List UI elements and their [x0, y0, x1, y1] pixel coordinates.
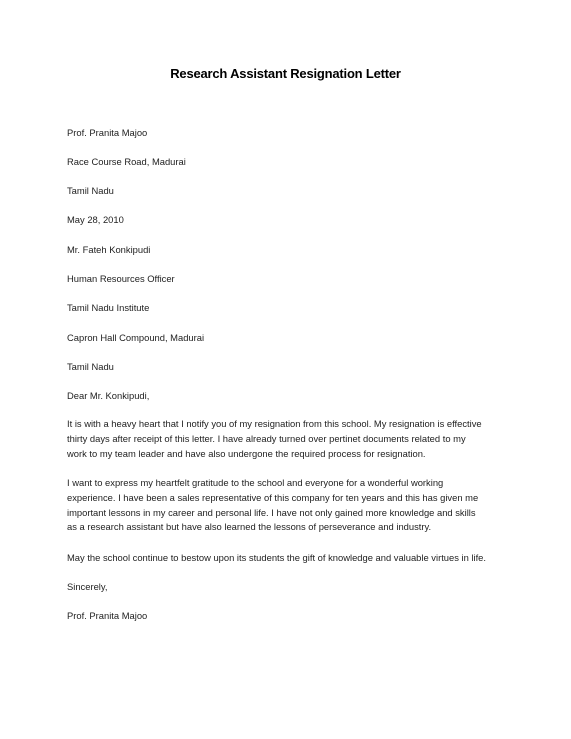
body-paragraph-3: May the school continue to bestow upon its students the gift of knowledge and valuable virtues in life. — [67, 552, 487, 563]
recipient-address-line2: Tamil Nadu — [67, 361, 114, 372]
closing: Sincerely, — [67, 581, 108, 592]
recipient-address-line1: Capron Hall Compound, Madurai — [67, 332, 205, 343]
sender-address-line2: Tamil Nadu — [67, 185, 114, 196]
paragraph-line: experience. I have been a sales representative of this company for ten years and this has given me — [67, 491, 479, 503]
letter-title: Research Assistant Resignation Letter — [170, 66, 401, 81]
signature-name: Prof. Pranita Majoo — [67, 610, 148, 621]
recipient-organization: Tamil Nadu Institute — [67, 302, 150, 313]
recipient-name: Mr. Fateh Konkipudi — [67, 244, 151, 255]
body-paragraph-2 — [67, 476, 512, 535]
paragraph-line: I want to express my heartfelt gratitude to the school and everyone for a wonderful working — [67, 477, 444, 488]
salutation: Dear Mr. Konkipudi, — [67, 390, 150, 401]
sender-name: Prof. Pranita Majoo — [67, 127, 148, 138]
paragraph-line: important lessons in my career and personal life. I have not only gained more knowledge and skills — [67, 506, 476, 518]
paragraph-line: It is with a heavy heart that I notify you of my resignation from this school. My resignation is effective — [67, 418, 482, 429]
paragraph-line: thirty days after receipt of this letter. I have already turned over pertinet documents related to my — [67, 432, 466, 444]
letter-date: May 28, 2010 — [67, 214, 124, 225]
recipient-position: Human Resources Officer — [67, 273, 175, 284]
sender-address-line1: Race Course Road, Madurai — [67, 156, 186, 167]
paragraph-line: as a research assistant but have also learned the lessons of perseverance and industry. — [67, 521, 432, 533]
body-paragraph-1 — [67, 417, 512, 461]
paragraph-line: work to my team leader and have also undergone the required process for resignation. — [67, 447, 426, 459]
